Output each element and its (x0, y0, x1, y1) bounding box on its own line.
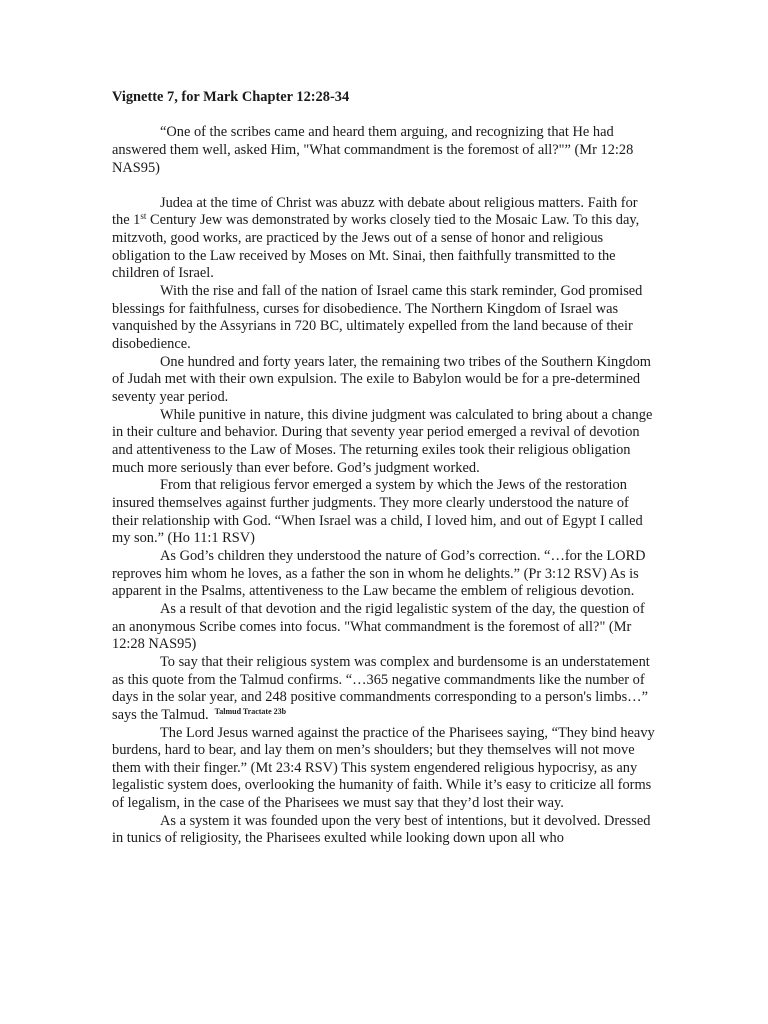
document-title: Vignette 7, for Mark Chapter 12:28-34 (112, 89, 350, 105)
document-body (112, 89, 658, 848)
paragraph-10: As a system it was founded upon the very best of intentions, but it devolved. Dressed in tunics of religiosity, the Pharisees exulted while looking down upon all who (112, 812, 651, 847)
ordinal-superscript: st (140, 211, 147, 222)
paragraph-1 (112, 195, 658, 283)
paragraph-3: One hundred and forty years later, the remaining two tribes of the Southern Kingdom of Judah met with their own expulsion. The exile to Babylon would be for a pre-determined seventy year period. (112, 353, 651, 406)
paragraph-6: As God’s children they understood the nature of God’s correction. “…for the LORD reproves him whom he loves, as a father the son in whom he delights.” (Pr 3:12 RSV) As is apparent in the Psalms, attentiveness to the Law became the emblem of religious devotion. (112, 547, 646, 600)
paragraph-8-text: To say that their religious system was complex and burdensome is an understatement as this quote from the Talmud confirms. “…365 negative commandments like the number of days in the solar year, and 248 positive commandments corresponding to a person's limbs…” says the Talmud. (112, 653, 650, 723)
paragraph-2: With the rise and fall of the nation of Israel came this stark reminder, God promised blessings for faithfulness, curses for disobedience. The Northern Kingdom of Israel was vanquished by the Assyrians in 720 BC, ultimately expelled from the land because of their disobedience. (112, 283, 643, 353)
paragraph-5: From that religious fervor emerged a system by which the Jews of the restoration insured themselves against further judgments. They more clearly understood the nature of their relationship with God. “When Israel was a child, I loved him, and out of Egypt I called my son.” (Ho 11:1 RSV) (112, 477, 643, 547)
paragraph-7: As a result of that devotion and the rigid legalistic system of the day, the question of an anonymous Scribe comes into focus. "What commandment is the foremost of all?" (Mr 12:28 NAS95) (112, 600, 645, 653)
paragraph-8 (112, 654, 658, 725)
paragraph-4: While punitive in nature, this divine judgment was calculated to bring about a change in their culture and behavior. During that seventy year period emerged a revival of devotion and attentiveness to the Law of Moses. The returning exiles took their religious obligation much more seriously than ever before. God’s judgment worked. (112, 406, 653, 476)
talmud-citation: Talmud Tractate 23b (214, 706, 287, 716)
paragraph-1-text-b: Century Jew was demonstrated by works closely tied to the Mosaic Law. To this day, mitzvoth, good works, are practiced by the Jews out of a sense of honor and religious obligation to the Law received by Moses on Mt. Sinai, then faithfully transmitted to the children of Israel. (112, 212, 640, 282)
paragraph-9: The Lord Jesus warned against the practice of the Pharisees saying, “They bind heavy burdens, hard to bear, and lay them on men’s shoulders; but they themselves will not move them with their finger.” (Mt 23:4 RSV) This system engendered religious hypocrisy, as any legalistic system does, overlooking the humanity of faith. While it’s easy to criticize all forms of legalism, in the case of the Pharisees we must say that they’d lost their way. (112, 724, 655, 812)
paragraph-1-text-a: Judea at the time of Christ was abuzz with debate about religious matters. Faith for the 1 (112, 194, 638, 229)
opening-quote: “One of the scribes came and heard them arguing, and recognizing that He had answered them well, asked Him, "What commandment is the foremost of all?"” (Mr 12:28 NAS95) (112, 124, 634, 176)
